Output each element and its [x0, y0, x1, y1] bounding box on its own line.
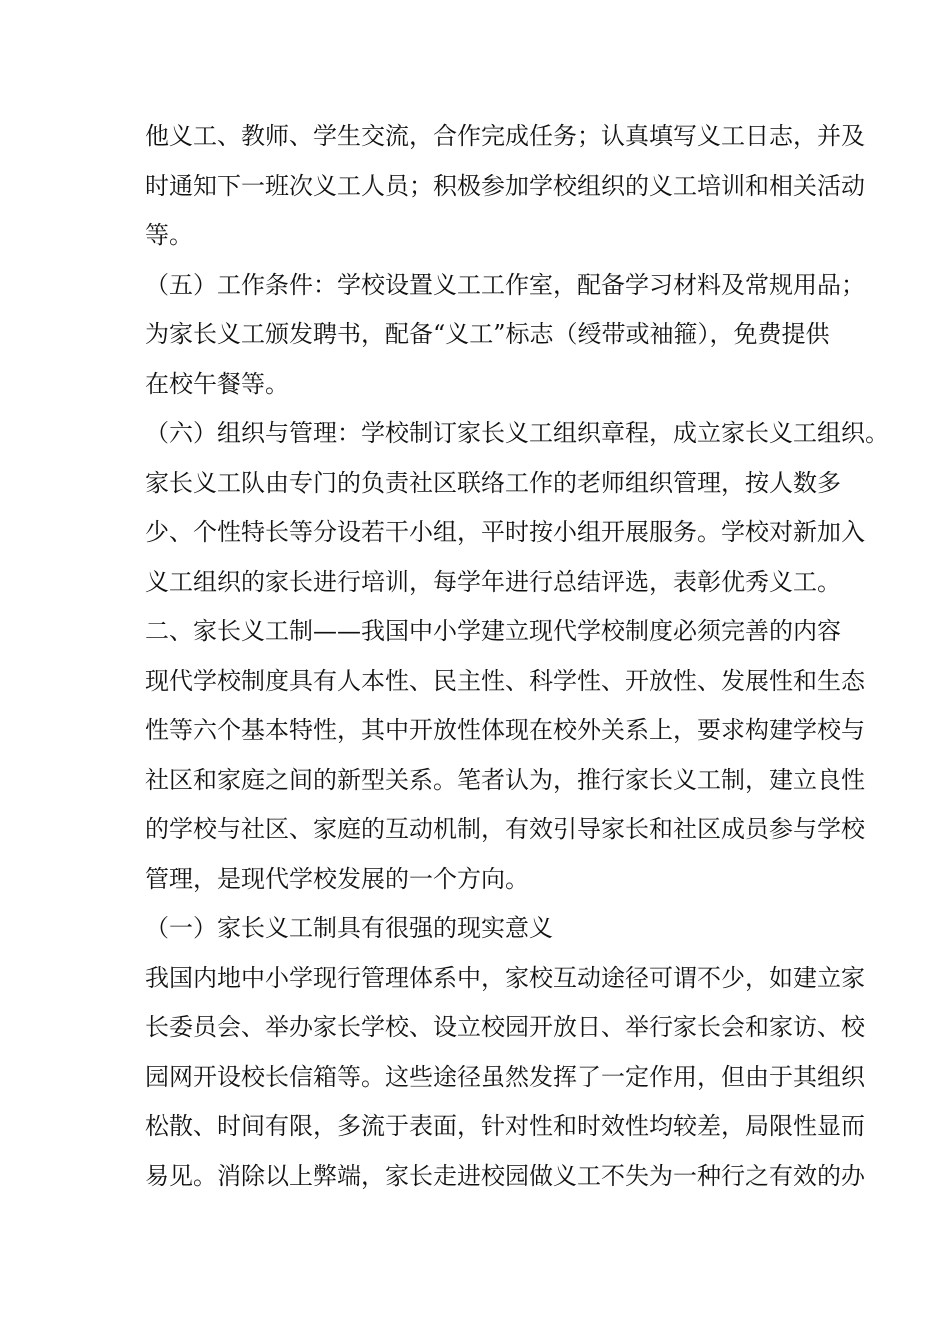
- text-line: （五）工作条件：学校设置义工工作室，配备学习材料及常规用品；: [145, 270, 865, 299]
- text-line: 为家长义工颁发聘书，配备“义工”标志（绶带或袖箍），免费提供: [145, 320, 830, 348]
- body-text: [145, 112, 889, 1201]
- text-line: 社区和家庭之间的新型关系。笔者认为，推行家长义工制，建立良性: [145, 765, 865, 794]
- text-line: 长委员会、举办家长学校、设立校园开放日、举行家长会和家访、校: [145, 1013, 865, 1041]
- text-line: 现代学校制度具有人本性、民主性、科学性、开放性、发展性和生态: [145, 666, 865, 695]
- text-line: 松散、时间有限，多流于表面，针对性和时效性均较差，局限性显而: [145, 1112, 865, 1140]
- text-line: （六）组织与管理：学校制订家长义工组织章程，成立家长义工组织。: [145, 419, 889, 447]
- text-line: 易见。消除以上弊端，家长走进校园做义工不失为一种行之有效的办: [145, 1161, 865, 1190]
- text-line: 性等六个基本特性，其中开放性体现在校外关系上，要求构建学校与: [145, 716, 865, 744]
- section-heading: 二、家长义工制——我国中小学建立现代学校制度必须完善的内容: [145, 617, 841, 645]
- text-line: 少、个性特长等分设若干小组，平时按小组开展服务。学校对新加入: [145, 518, 865, 546]
- text-line: 等。: [145, 221, 193, 249]
- text-line: 家长义工队由专门的负责社区联络工作的老师组织管理，按人数多: [145, 468, 841, 497]
- text-line: 时通知下一班次义工人员；积极参加学校组织的义工培训和相关活动: [145, 171, 865, 200]
- text-line: 的学校与社区、家庭的互动机制，有效引导家长和社区成员参与学校: [145, 815, 865, 843]
- text-line: 管理，是现代学校发展的一个方向。: [145, 864, 529, 893]
- text-line: 园网开设校长信箱等。这些途径虽然发挥了一定作用，但由于其组织: [145, 1062, 865, 1091]
- subsection-heading: （一）家长义工制具有很强的现实意义: [145, 914, 553, 942]
- text-line: 我国内地中小学现行管理体系中，家校互动途径可谓不少，如建立家: [145, 963, 865, 992]
- text-line: 他义工、教师、学生交流，合作完成任务；认真填写义工日志，并及: [145, 122, 865, 150]
- text-line: 义工组织的家长进行培训，每学年进行总结评选，表彰优秀义工。: [145, 567, 841, 596]
- text-line: 在校午餐等。: [145, 369, 289, 398]
